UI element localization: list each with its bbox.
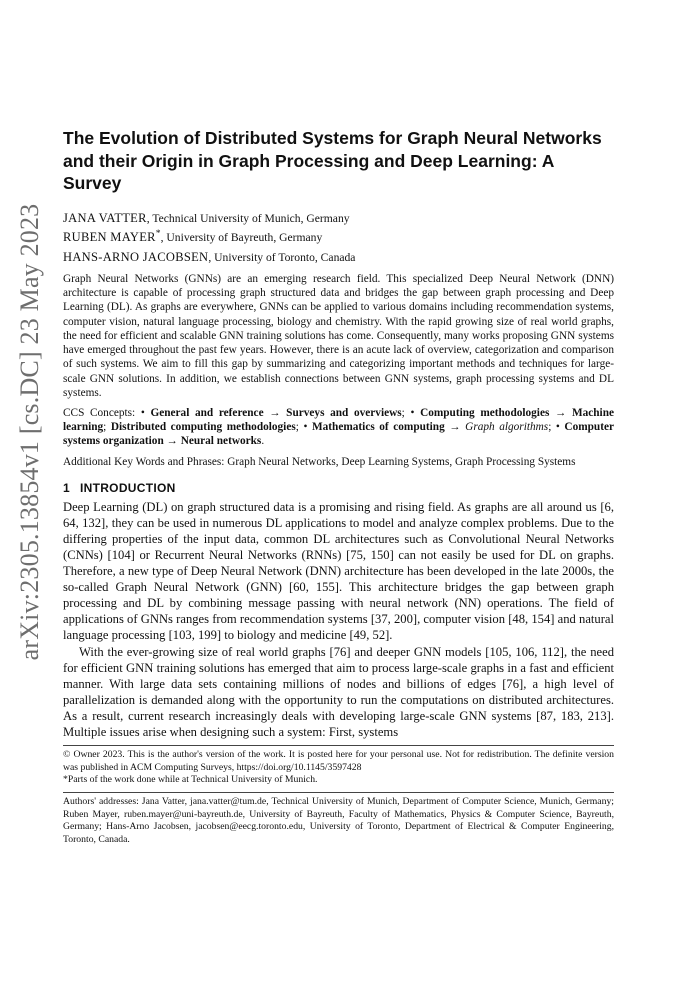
ccs-arrow: →: [549, 406, 572, 419]
copyright-footnote: © Owner 2023. This is the author's version of the work. It is posted here for your personal use. Not for redistribution. The definite version was published in ACM Computing Surveys, https://doi.org/10.1145/3597428: [63, 749, 614, 773]
ccs-concept: Mathematics of computing: [311, 421, 445, 434]
author-list: [63, 207, 614, 267]
ccs-concept: Machine learning: [63, 406, 614, 434]
introduction-body: [63, 499, 614, 740]
section-heading: [63, 481, 614, 495]
section-number: 1: [63, 480, 70, 495]
author-name: RUBEN MAYER: [63, 230, 156, 245]
ccs-arrow: →: [263, 406, 287, 419]
ccs-concept: Computer systems organization: [63, 421, 614, 448]
author-affiliation: , University of Bayreuth, Germany: [160, 231, 323, 245]
ccs-concepts: [63, 406, 614, 449]
ccs-separator: ;: [548, 421, 556, 434]
ccs-concept: Distributed computing methodologies: [110, 421, 296, 434]
footnote-divider: [63, 745, 614, 746]
author-2: [63, 226, 614, 246]
ccs-end: .: [261, 435, 265, 448]
ccs-arrow: →: [444, 421, 466, 434]
author-marker: *: [155, 228, 161, 240]
ccs-concept: Computing methodologies: [420, 406, 550, 419]
address-divider: [63, 792, 614, 793]
ccs-separator: ;: [295, 421, 304, 434]
intro-paragraph-2: With the ever-growing size of real world graphs [76] and deeper GNN models [105, 106, 112], the need for efficient GNN training solutions has emerged that aim to process large-scale graphs in a fast and efficient manner. With large data sets containing millions of nodes and billions of edges [76], a high level of parallelization is demanded along with the opportunity to run the computations on distributed architectures. As a result, current research increasingly deals with developing large-scale GNN systems [87, 183, 213]. Multiple issues arise when designing such a system: First, systems: [63, 644, 614, 740]
abstract: Graph Neural Networks (GNNs) are an emerging research field. This specialized Deep Neural Network (DNN) architecture is capable of processing graph structured data and bridges the gap between graph processing and Deep Learning (DL). As graphs are everywhere, GNNs can be applied to various domains including recommendation systems, computer vision, natural language processing, biology and chemistry. With the rapid growing size of real world graphs, the need for efficient and scalable GNN training solutions has come. Consequently, many works proposing GNN systems have emerged throughout the past few years. However, there is an acute lack of overview, categorization and comparison of such systems. We aim to fill this gap by summarizing and categorizing important methods and techniques for large-scale GNN solutions. In addition, we establish connections between GNN systems, graph processing systems and DL systems.: [63, 273, 614, 399]
author-affiliation: , University of Toronto, Canada: [208, 251, 356, 265]
arxiv-identifier: arXiv:2305.13854v1 [cs.DC] 23 May 2023: [15, 203, 44, 661]
keywords: Additional Key Words and Phrases: Graph Neural Networks, Deep Learning Systems, Graph Processing Systems: [63, 455, 576, 468]
ccs-label: CCS Concepts:: [63, 406, 141, 419]
author-addresses: Authors' addresses: Jana Vatter, jana.vatter@tum.de, Technical University of Munich, Department of Computer Science, Munich, Germany; Ruben Mayer, ruben.mayer@uni-bayreuth.de, University of Bayreuth, Faculty of Mathematics, Physics & Computer Science, Bayreuth, Germany; Hans-Arno Jacobsen, jacobsen@eecg.toronto.edu, University of Toronto, Department of Electrical & Computer Engineering, Toronto, Canada.: [63, 795, 614, 845]
paper-title: The Evolution of Distributed Systems for Graph Neural Networks and their Origin in Graph Processing and Deep Learning: A Survey: [63, 128, 602, 193]
intro-paragraph-1: Deep Learning (DL) on graph structured data is a promising and rising field. As graphs are all around us [6, 64, 132], they can be used in numerous DL applications to model and analyze complex problems. Due to the differing properties of the input data, common DL architectures such as Convolutional Neural Networks (CNNs) [104] or Recurrent Neural Networks (RNNs) [75, 150] can not easily be used for DL on graphs. Therefore, a new type of Deep Neural Network (DNN) architecture has been developed in the late 2000s, the so-called Graph Neural Network (GNN) [60, 155]. This architecture bridges the gap between graph processing and DL by combining message passing with neural network (NN) operations. The field of applications of GNNs ranges from recommendation systems [37, 200], computer vision [48, 154] and natural language processing [103, 199] to biology and medicine [49, 52].: [63, 499, 614, 643]
author-name: JANA VATTER: [63, 210, 147, 225]
ccs-separator: ;: [103, 421, 111, 434]
ccs-concept: General and reference: [150, 406, 264, 419]
ccs-concept: Surveys and overviews: [286, 406, 402, 419]
paper-page: [63, 127, 614, 846]
ccs-separator: ;: [401, 406, 411, 419]
author-3: [63, 246, 614, 266]
ccs-bullet: •: [303, 421, 312, 434]
section-title: INTRODUCTION: [79, 480, 176, 495]
arxiv-sidebar: [8, 182, 52, 682]
author-1: [63, 207, 614, 227]
ccs-bullet: •: [410, 406, 421, 419]
author-name: HANS-ARNO JACOBSEN: [63, 250, 209, 265]
ccs-arrow: →: [163, 435, 181, 448]
ccs-concept: Graph algorithms: [465, 421, 549, 434]
author-footnote: *Parts of the work done while at Technical University of Munich.: [63, 774, 318, 786]
ccs-bullet: •: [555, 421, 565, 434]
author-affiliation: , Technical University of Munich, Germany: [146, 211, 350, 225]
ccs-bullet: •: [140, 406, 151, 419]
ccs-concept: Neural networks: [180, 435, 262, 448]
